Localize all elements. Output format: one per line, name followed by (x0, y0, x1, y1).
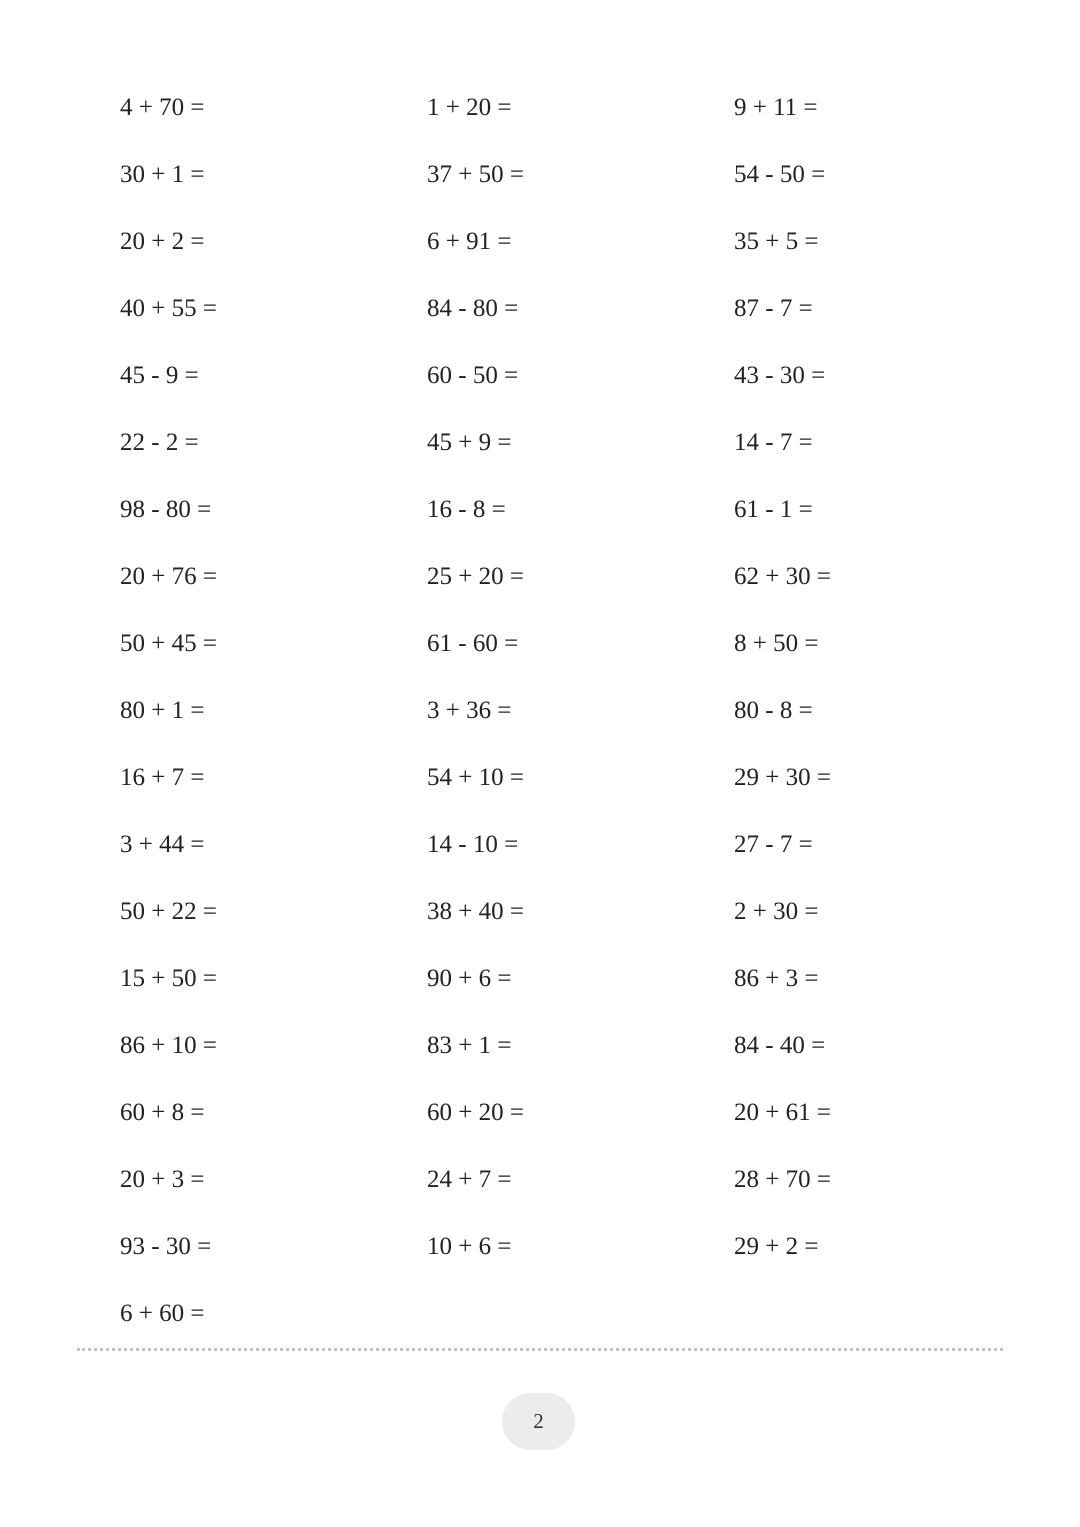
math-problem: 38 + 40 = (427, 898, 524, 925)
math-problem: 54 - 50 = (734, 161, 826, 188)
math-problem: 22 - 2 = (120, 429, 199, 456)
math-problem: 86 + 3 = (734, 965, 819, 992)
math-problem: 1 + 20 = (427, 94, 512, 121)
math-problem: 10 + 6 = (427, 1233, 512, 1260)
math-problem: 80 + 1 = (120, 697, 205, 724)
problem-grid (120, 88, 1000, 1361)
page-number-badge (502, 1393, 575, 1450)
math-problem: 30 + 1 = (120, 161, 205, 188)
math-problem: 61 - 1 = (734, 496, 813, 523)
math-problem: 83 + 1 = (427, 1032, 512, 1059)
math-problem: 84 - 40 = (734, 1032, 826, 1059)
math-problem: 87 - 7 = (734, 295, 813, 322)
page-number: 2 (533, 1409, 544, 1433)
math-problem: 61 - 60 = (427, 630, 519, 657)
math-problem: 86 + 10 = (120, 1032, 217, 1059)
math-problem: 60 + 8 = (120, 1099, 205, 1126)
math-problem: 20 + 76 = (120, 563, 217, 590)
math-problem: 54 + 10 = (427, 764, 524, 791)
math-problem: 62 + 30 = (734, 563, 831, 590)
math-problem: 14 - 10 = (427, 831, 519, 858)
math-problem: 20 + 3 = (120, 1166, 205, 1193)
math-problem: 29 + 30 = (734, 764, 831, 791)
math-problem: 16 + 7 = (120, 764, 205, 791)
math-problem: 45 - 9 = (120, 362, 199, 389)
math-problem: 84 - 80 = (427, 295, 519, 322)
math-problem: 3 + 44 = (120, 831, 205, 858)
math-problem: 98 - 80 = (120, 496, 212, 523)
math-problem: 93 - 30 = (120, 1233, 212, 1260)
math-problem: 50 + 22 = (120, 898, 217, 925)
math-problem: 50 + 45 = (120, 630, 217, 657)
dotted-divider (77, 1348, 1003, 1351)
math-problem: 2 + 30 = (734, 898, 819, 925)
math-problem: 60 - 50 = (427, 362, 519, 389)
math-problem: 40 + 55 = (120, 295, 217, 322)
math-problem: 80 - 8 = (734, 697, 813, 724)
math-problem: 25 + 20 = (427, 563, 524, 590)
math-problem: 14 - 7 = (734, 429, 813, 456)
math-problem: 45 + 9 = (427, 429, 512, 456)
math-problem: 4 + 70 = (120, 94, 205, 121)
math-problem: 16 - 8 = (427, 496, 506, 523)
math-problem: 9 + 11 = (734, 94, 818, 121)
math-problem: 8 + 50 = (734, 630, 819, 657)
math-problem: 28 + 70 = (734, 1166, 831, 1193)
math-problem: 90 + 6 = (427, 965, 512, 992)
math-problem: 35 + 5 = (734, 228, 819, 255)
math-problem: 6 + 91 = (427, 228, 512, 255)
math-problem: 20 + 2 = (120, 228, 205, 255)
math-problem: 37 + 50 = (427, 161, 524, 188)
math-problem: 3 + 36 = (427, 697, 512, 724)
math-problem: 43 - 30 = (734, 362, 826, 389)
math-problem: 27 - 7 = (734, 831, 813, 858)
math-problem: 20 + 61 = (734, 1099, 831, 1126)
math-problem: 24 + 7 = (427, 1166, 512, 1193)
math-problem: 60 + 20 = (427, 1099, 524, 1126)
math-problem: 15 + 50 = (120, 965, 217, 992)
math-problem: 29 + 2 = (734, 1233, 819, 1260)
math-problem: 6 + 60 = (120, 1300, 205, 1327)
